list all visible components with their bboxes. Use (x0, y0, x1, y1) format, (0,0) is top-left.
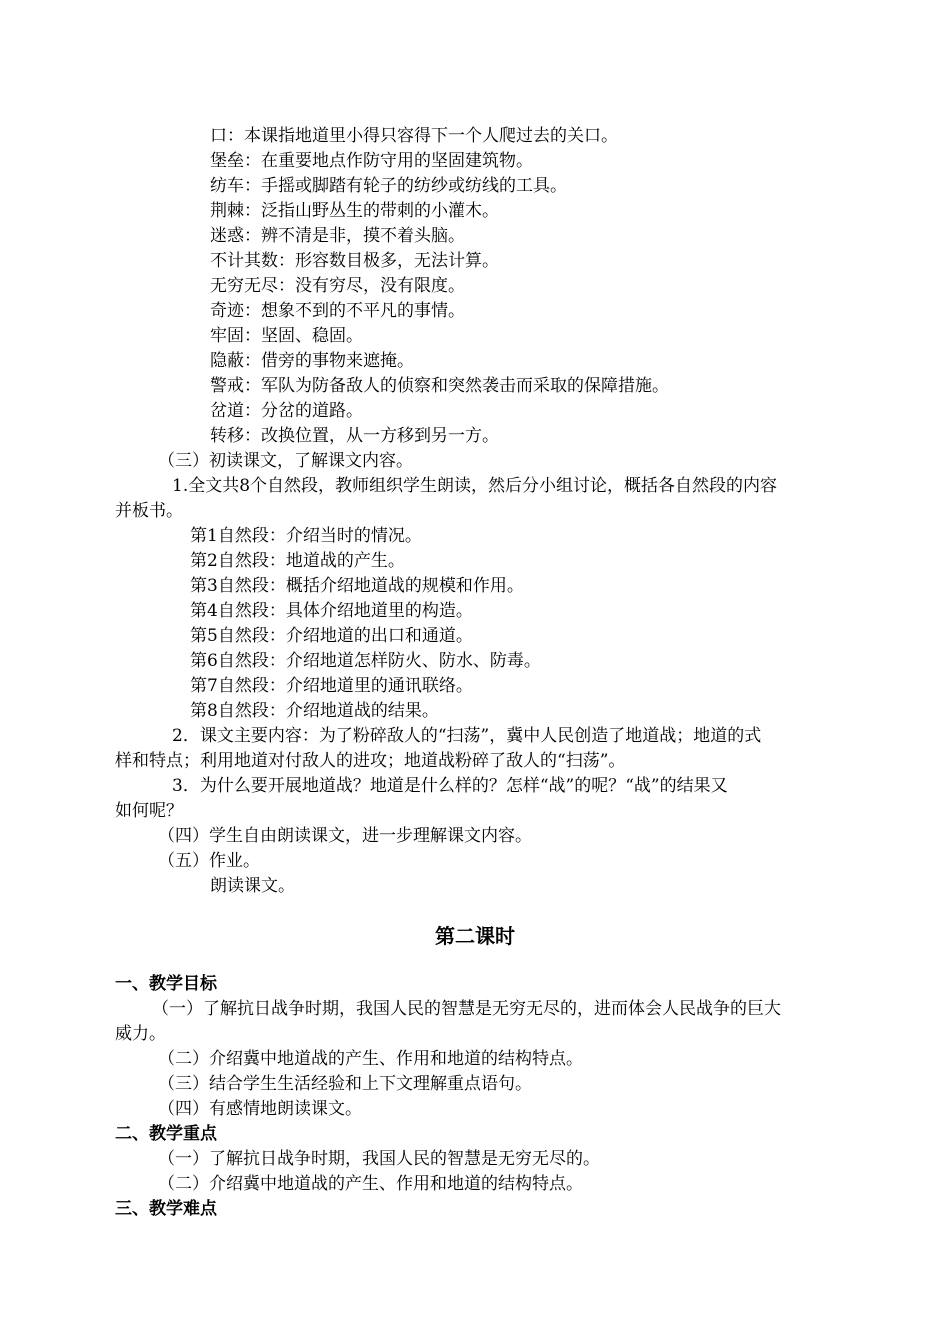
paragraph-summary: 第6自然段：介绍地道怎样防火、防水、防毒。 (190, 651, 541, 671)
definition-line: 迷惑：辨不清是非，摸不着头脑。 (210, 226, 465, 246)
section-4: （四）学生自由朗读课文，进一步理解课文内容。 (158, 826, 532, 846)
section-3-item-3: 3．为什么要开展地道战？地道是什么样的？怎样“战”的呢？“战”的结果又 (172, 776, 728, 796)
goal-item-2: （二）介绍冀中地道战的产生、作用和地道的结构特点。 (158, 1049, 583, 1069)
definition-line: 纺车：手摇或脚踏有轮子的纺纱或纺线的工具。 (210, 176, 567, 196)
section-3-title: （三）初读课文，了解课文内容。 (158, 451, 413, 471)
goal-item-4: （四）有感情地朗读课文。 (158, 1099, 362, 1119)
definition-line: 警戒：军队为防备敌人的侦察和突然袭击而采取的保障措施。 (210, 376, 669, 396)
section-3-item-2: 2．课文主要内容：为了粉碎敌人的“扫荡”，冀中人民创造了地道战；地道的式 (172, 726, 762, 746)
definition-line: 不计其数：形容数目极多，无法计算。 (210, 251, 499, 271)
section-3-item-2-cont: 样和特点；利用地道对付敌人的进攻；地道战粉碎了敌人的“扫荡”。 (115, 751, 626, 771)
paragraph-summary: 第8自然段：介绍地道战的结果。 (190, 701, 439, 721)
definition-line: 堡垒：在重要地点作防守用的坚固建筑物。 (210, 151, 533, 171)
definition-line: 隐蔽：借旁的事物来遮掩。 (210, 351, 414, 371)
definition-line: 奇迹：想象不到的不平凡的事情。 (210, 301, 465, 321)
definition-line: 荆棘：泛指山野丛生的带刺的小灌木。 (210, 201, 499, 221)
paragraph-summary: 第5自然段：介绍地道的出口和通道。 (190, 626, 473, 646)
definition-line: 无穷无尽：没有穷尽，没有限度。 (210, 276, 465, 296)
lesson-title: 第二课时 (435, 924, 515, 948)
definition-line: 岔道：分岔的道路。 (210, 401, 363, 421)
section-3-item-1: 1.全文共8个自然段，教师组织学生朗读，然后分小组讨论，概括各自然段的内容 (172, 476, 778, 496)
paragraph-summary: 第7自然段：介绍地道里的通讯联络。 (190, 676, 473, 696)
definition-line: 转移：改换位置，从一方移到另一方。 (210, 426, 499, 446)
section-5-title: （五）作业。 (158, 851, 260, 871)
key-point-item-2: （二）介绍冀中地道战的产生、作用和地道的结构特点。 (158, 1174, 583, 1194)
definition-line: 口：本课指地道里小得只容得下一个人爬过去的关口。 (210, 126, 618, 146)
goals-heading: 一、教学目标 (115, 974, 217, 994)
paragraph-summary: 第3自然段：概括介绍地道战的规模和作用。 (190, 576, 524, 596)
section-3-item-1-cont: 并板书。 (115, 501, 183, 521)
paragraph-summary: 第1自然段：介绍当时的情况。 (190, 526, 422, 546)
paragraph-summary: 第2自然段：地道战的产生。 (190, 551, 405, 571)
section-3-item-3-cont: 如何呢？ (115, 801, 183, 821)
goal-item-1-cont: 威力。 (115, 1024, 166, 1044)
difficulties-heading: 三、教学难点 (115, 1199, 217, 1219)
section-5-content: 朗读课文。 (210, 876, 295, 896)
goal-item-3: （三）结合学生生活经验和上下文理解重点语句。 (158, 1074, 532, 1094)
definition-line: 牢固：坚固、稳固。 (210, 326, 363, 346)
key-points-heading: 二、教学重点 (115, 1124, 217, 1144)
paragraph-summary: 第4自然段：具体介绍地道里的构造。 (190, 601, 473, 621)
goal-item-1: （一）了解抗日战争时期，我国人民的智慧是无穷无尽的，进而体会人民战争的巨大 (152, 999, 781, 1019)
key-point-item-1: （一）了解抗日战争时期，我国人民的智慧是无穷无尽的。 (158, 1149, 600, 1169)
